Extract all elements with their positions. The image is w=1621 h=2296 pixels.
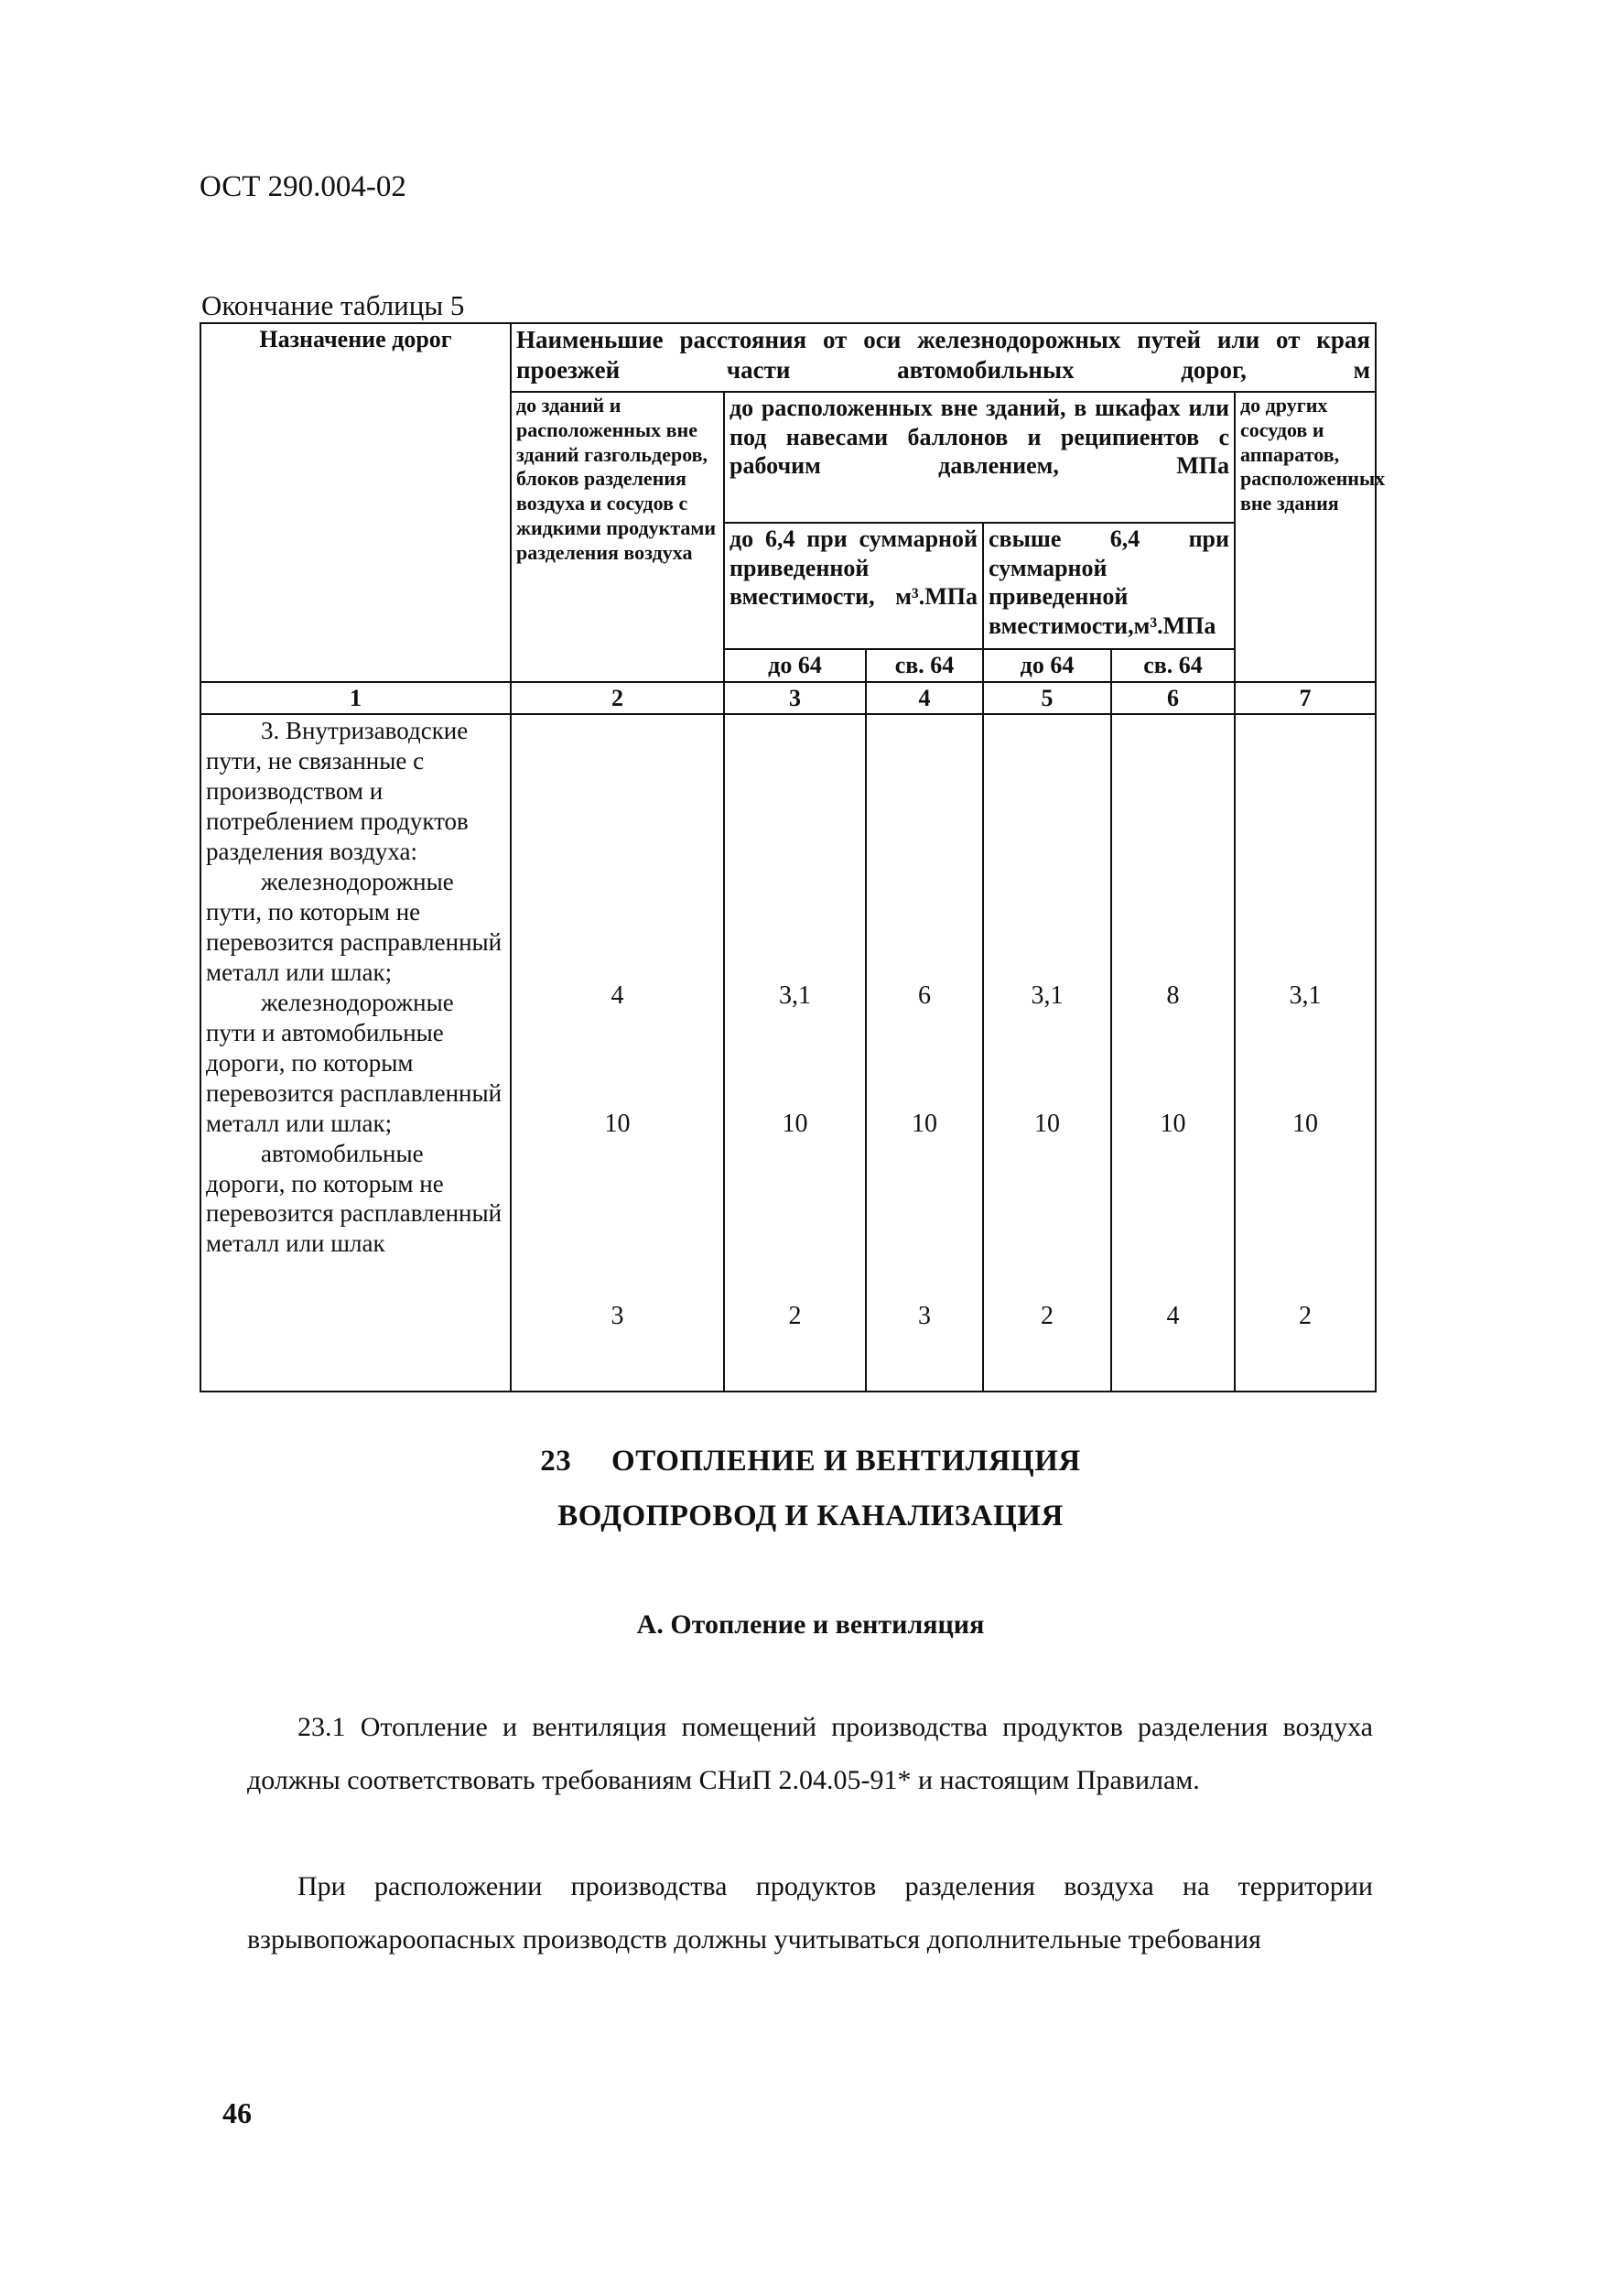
row-1-text: железнодорожные пути, по которым не перевозится расправленный металл или шлак; — [206, 868, 503, 986]
header-le64-a: до 64 — [724, 649, 866, 682]
values-col-2 — [511, 714, 724, 1392]
value-cell: 4 — [1166, 1302, 1180, 1331]
header-upto-6-4: до 6,4 при суммарной приведенной вместимости, м³.МПа — [724, 523, 983, 649]
value-cell: 3,1 — [1031, 981, 1064, 1011]
col-number-6: 6 — [1111, 682, 1235, 715]
paragraph-2: При расположении производства продуктов разделения воздуха на территории взрывопожароопасных производств должны учитываться дополнительные требования — [247, 1871, 1373, 1955]
header-col2-buildings: до зданий и расположенных вне зданий газгольдеров, блоков разделения воздуха и сосудов с жидкими продуктами разделения воздуха — [511, 392, 724, 682]
road-descriptions — [200, 714, 511, 1392]
section-item-text: 3. Внутризаводские пути, не связанные с производством и потреблением продуктов разделения воздуха: — [206, 717, 469, 866]
section-heading-line1 — [0, 1445, 1621, 1478]
values-col-4 — [866, 714, 983, 1392]
subsection-title: А. Отопление и вентиляция — [636, 1609, 985, 1640]
value-cell: 10 — [782, 1110, 808, 1139]
header-le64-b: до 64 — [983, 649, 1111, 682]
value-cell: 4 — [611, 981, 624, 1011]
value-cell: 10 — [604, 1110, 631, 1139]
value-cell: 3,1 — [1289, 981, 1322, 1011]
col-number-3: 3 — [724, 682, 866, 715]
values-col-3 — [724, 714, 866, 1392]
value-cell: 10 — [1034, 1110, 1060, 1139]
section-title-2: ВОДОПРОВОД И КАНАЛИЗАЦИЯ — [557, 1500, 1064, 1532]
values-col-5 — [983, 714, 1111, 1392]
header-gt64-b: св. 64 — [1111, 649, 1235, 682]
header-cylinders-group: до расположенных вне зданий, в шкафах или под навесами баллонов и реципиентов с рабочим давлением, МПа — [724, 392, 1235, 523]
values-col-6 — [1111, 714, 1235, 1392]
header-min-distances: Наименьшие расстояния от оси железнодорожных путей или от края проезжей части автомобильных дорог, м — [511, 323, 1376, 392]
value-cell: 8 — [1166, 981, 1180, 1011]
value-cell: 10 — [1160, 1110, 1186, 1139]
value-cell: 3 — [611, 1302, 624, 1331]
paragraph-23-1: 23.1 Отопление и вентиляция помещений производства продуктов разделения воздуха должны соответствовать требованиям СНиП 2.04.05-91* и настоящим Правилам. — [247, 1712, 1373, 1795]
header-gt64-a: св. 64 — [866, 649, 983, 682]
section-number: 23 — [540, 1445, 572, 1478]
value-cell: 10 — [1292, 1110, 1318, 1139]
value-cell: 2 — [1299, 1302, 1312, 1331]
values-col-7 — [1235, 714, 1376, 1392]
section-title-1: ОТОПЛЕНИЕ И ВЕНТИЛЯЦИЯ — [611, 1445, 1081, 1478]
col-number-2: 2 — [511, 682, 724, 715]
col-number-7: 7 — [1235, 682, 1376, 715]
page-number: 46 — [222, 2096, 252, 2129]
row-2-text: железнодорожные пути и автомобильные дороги, по которым перевозится расплавленный металл или шлак; — [206, 988, 503, 1137]
col-number-5: 5 — [983, 682, 1111, 715]
distance-table — [200, 322, 1386, 1392]
value-cell: 3 — [918, 1302, 931, 1331]
value-cell: 2 — [788, 1302, 802, 1331]
value-cell: 10 — [912, 1110, 937, 1139]
value-cell: 6 — [918, 981, 931, 1011]
header-over-6-4: свыше 6,4 при суммарной приведенной вместимости,м³.МПа — [983, 523, 1235, 649]
col-number-4: 4 — [866, 682, 983, 715]
document-code: ОСТ 290.004-02 — [200, 170, 406, 203]
table-caption: Окончание таблицы 5 — [201, 289, 465, 321]
row-3-text: автомобильные дороги, по которым не перевозится расплавленный металл или шлак — [206, 1139, 503, 1258]
header-col7-other-vessels: до других сосудов и аппаратов, расположенных вне здания — [1235, 392, 1376, 682]
header-road-purpose: Назначение дорог — [200, 323, 511, 682]
col-number-1: 1 — [200, 682, 511, 715]
value-cell: 2 — [1041, 1302, 1054, 1331]
value-cell: 3,1 — [779, 981, 811, 1011]
